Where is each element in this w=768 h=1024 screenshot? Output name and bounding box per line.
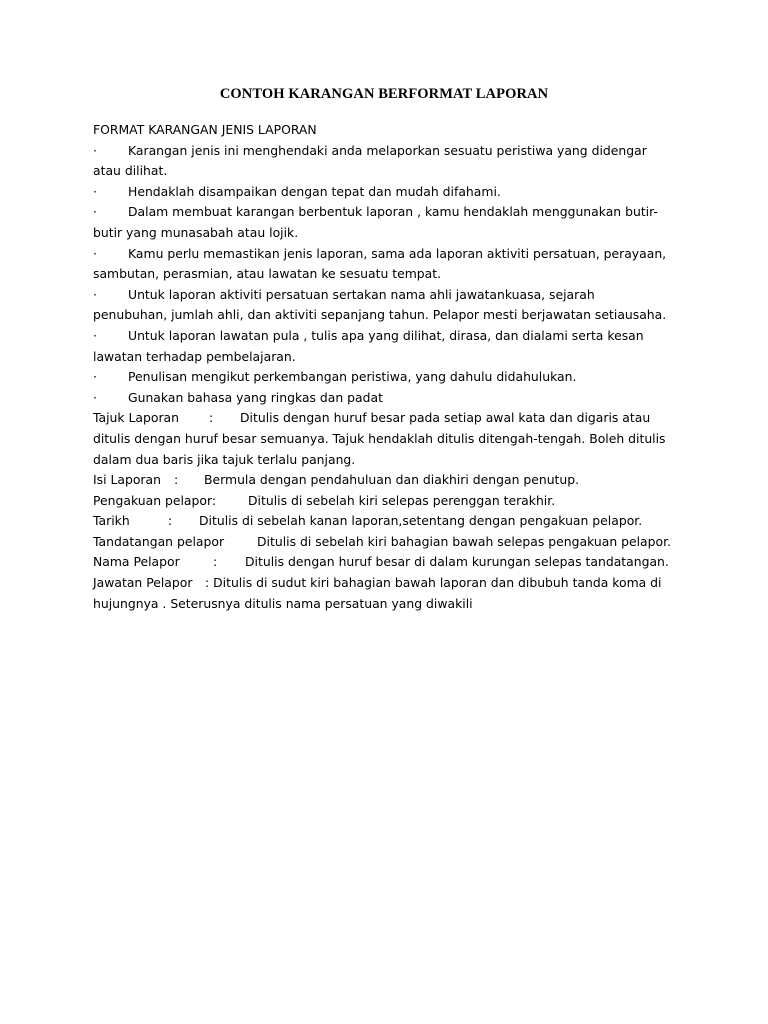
definition-continuation: ditulis dengan huruf besar semuanya. Tajuk hendaklah ditulis ditengah-tengah. Boleh ditulis [93, 430, 666, 446]
bullet-symbol: · [93, 183, 97, 199]
bullet-item [93, 367, 683, 388]
bullet-item [93, 141, 683, 162]
definition-label: Tajuk Laporan [93, 410, 180, 426]
bullet-item [93, 182, 683, 203]
bullet-item [93, 244, 683, 265]
bullet-text: Untuk laporan aktiviti persatuan sertakan nama ahli jawatankuasa, sejarah [128, 286, 595, 302]
bullet-symbol: · [93, 204, 97, 220]
bullet-text: Dalam membuat karangan berbentuk laporan , kamu hendaklah menggunakan butir- [128, 204, 658, 220]
definition-separator: : [168, 513, 173, 529]
definition-text: Ditulis dengan huruf besar di dalam kurungan selepas tandatangan. [245, 554, 669, 570]
bullet-text: Gunakan bahasa yang ringkas dan padat [128, 389, 383, 405]
definition-separator: : [174, 472, 179, 488]
definition-label: Tarikh [93, 513, 130, 529]
definition-tandatangan-pelapor [93, 532, 683, 553]
bullet-item [93, 326, 683, 347]
bullet-item [93, 202, 683, 223]
definition-nama-pelapor [93, 552, 683, 573]
bullet-text: Penulisan mengikut perkembangan peristiwa, yang dahulu didahulukan. [128, 369, 577, 385]
bullet-continuation: penubuhan, jumlah ahli, dan aktiviti sepanjang tahun. Pelapor mesti berjawatan setiausaha. [93, 307, 667, 323]
definition-label: Isi Laporan [93, 472, 161, 488]
definition-text: : Ditulis di sudut kiri bahagian bawah laporan dan dibubuh tanda koma di [205, 575, 662, 591]
bullet-text: Kamu perlu memastikan jenis laporan, sama ada laporan aktiviti persatuan, perayaan, [128, 245, 667, 261]
definition-text: Ditulis di sebelah kanan laporan,setentang dengan pengakuan pelapor. [199, 513, 643, 529]
bullet-symbol: · [93, 142, 97, 158]
bullet-continuation: butir yang munasabah atau lojik. [93, 224, 299, 240]
bullet-text: Karangan jenis ini menghendaki anda melaporkan sesuatu peristiwa yang didengar [128, 142, 647, 158]
bullet-text: Hendaklah disampaikan dengan tepat dan mudah difahami. [128, 183, 501, 199]
definition-text: Ditulis di sebelah kiri bahagian bawah selepas pengakuan pelapor. [257, 533, 671, 549]
bullet-symbol: · [93, 369, 97, 385]
definition-isi-laporan [93, 470, 683, 491]
definition-tajuk-laporan [93, 408, 683, 429]
definition-label: Tandatangan pelapor [93, 533, 225, 549]
definition-jawatan-pelapor [93, 573, 683, 594]
bullet-text: Untuk laporan lawatan pula , tulis apa yang dilihat, dirasa, dan dialami serta kesan [128, 327, 644, 343]
definition-label: Nama Pelapor [93, 554, 180, 570]
definition-text: Bermula dengan pendahuluan dan diakhiri dengan penutup. [204, 472, 580, 488]
bullet-item [93, 388, 683, 409]
bullet-symbol: · [93, 389, 97, 405]
definition-label: Jawatan Pelapor [93, 575, 193, 591]
bullet-continuation: sambutan, perasmian, atau lawatan ke sesuatu tempat. [93, 266, 442, 282]
document-title: CONTOH KARANGAN BERFORMAT LAPORAN [219, 86, 549, 102]
definition-text: Ditulis di sebelah kiri selepas perenggan terakhir. [248, 492, 556, 508]
bullet-symbol: · [93, 245, 97, 261]
definition-pengakuan-pelapor [93, 491, 683, 512]
definition-tarikh [93, 511, 683, 532]
definition-separator: : [209, 410, 214, 426]
bullet-symbol: · [93, 327, 97, 343]
definition-separator: : [213, 554, 218, 570]
definition-continuation: hujungnya . Seterusnya ditulis nama persatuan yang diwakili [93, 595, 473, 611]
definition-text: Ditulis dengan huruf besar pada setiap awal kata dan digaris atau [240, 410, 651, 426]
document-body [93, 120, 683, 614]
bullet-item [93, 285, 683, 306]
bullet-continuation: lawatan terhadap pembelajaran. [93, 348, 296, 364]
definition-continuation: dalam dua baris jika tajuk terlalu panjang. [93, 451, 356, 467]
bullet-symbol: · [93, 286, 97, 302]
section-heading: FORMAT KARANGAN JENIS LAPORAN [93, 122, 317, 137]
bullet-continuation: atau dilihat. [93, 163, 168, 179]
definition-label: Pengakuan pelapor: [93, 492, 217, 508]
